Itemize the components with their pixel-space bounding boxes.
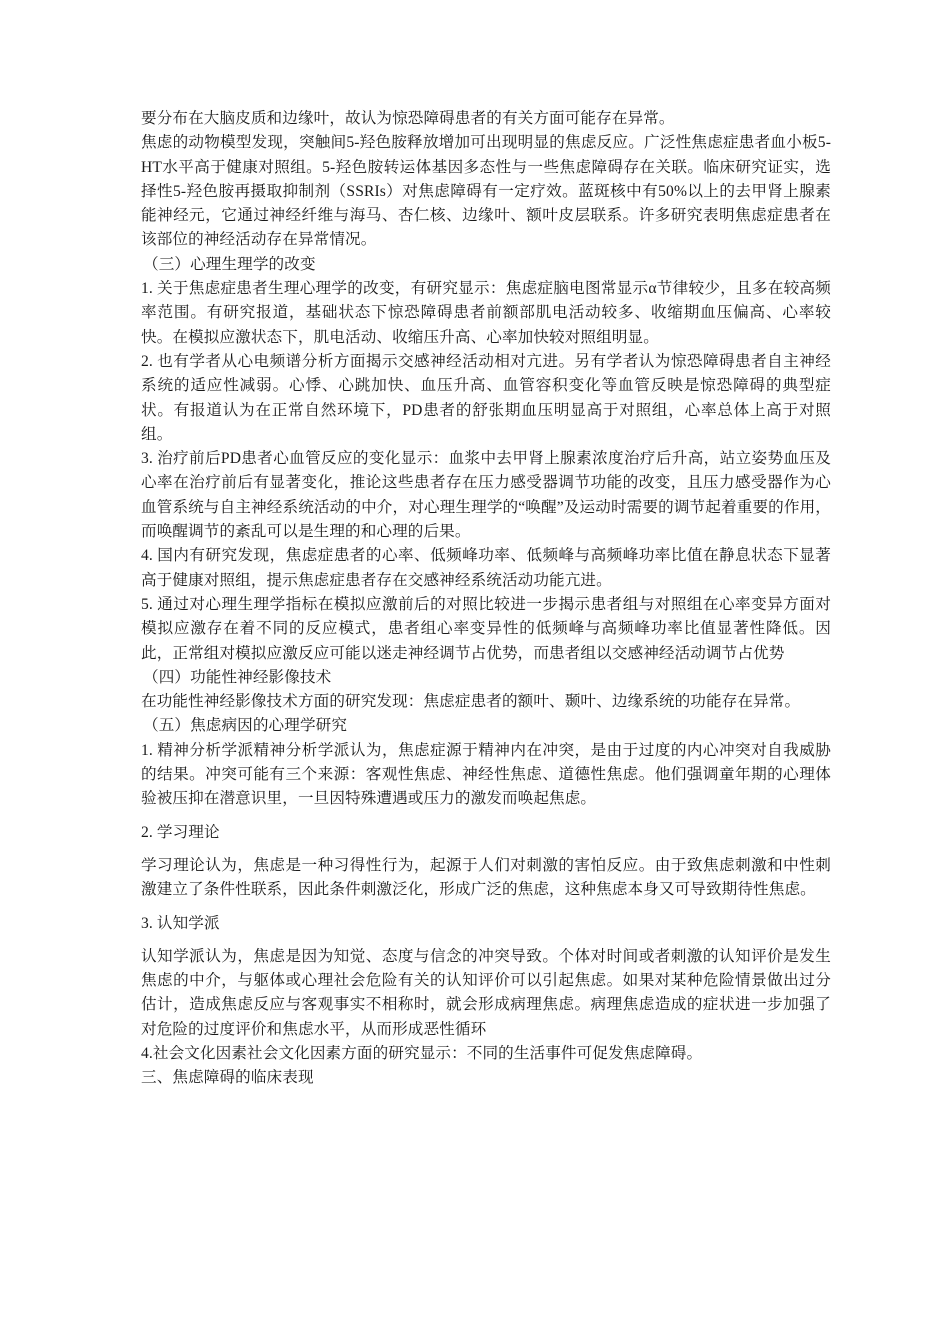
- paragraph-sociocultural: 4.社会文化因素社会文化因素方面的研究显示：不同的生活事件可促发焦虑障碍。: [141, 1044, 703, 1062]
- section-heading-clinical: 三、焦虑障碍的临床表现: [141, 1069, 314, 1087]
- paragraph-item-5: 5. 通过对心理生理学指标在模拟应激前后的对照比较进一步揭示患者组与对照组在心率变异方面对模拟应激存在着不同的反应模式，患者组心率变异性的低频峰与高频峰功率比值显著性降低。因此，正常组对模拟应激反应可能以迷走神经调节占优势，而患者组以交感神经活动调节占优势: [141, 595, 831, 662]
- paragraph-cognitive-school: 认知学派认为，焦虑是因为知觉、态度与信念的冲突导致。个体对时间或者刺激的认知评价是发生焦虑的中介，与躯体或心理社会危险有关的认知评价可以引起焦虑。如果对某种危险情景做出过分估计，造成焦虑反应与客观事实不相称时，就会形成病理焦虑。病理焦虑造成的症状进一步加强了对危险的过度评价和焦虑水平，从而形成恶性循环: [141, 947, 831, 1038]
- paragraph-item-2: 2. 也有学者从心电频谱分析方面揭示交感神经活动相对亢进。另有学者认为惊恐障碍患者自主神经系统的适应性减弱。心悸、心跳加快、血压升高、血管容积变化等血管反映是惊恐障碍的典型症状。有报道认为在正常自然环境下，PD患者的舒张期血压明显高于对照组，心率总体上高于对照组。: [141, 352, 831, 443]
- paragraph-learning-theory: 学习理论认为，焦虑是一种习得性行为，起源于人们对刺激的害怕反应。由于致焦虑刺激和中性刺激建立了条件性联系，因此条件刺激泛化，形成广泛的焦虑，这种焦虑本身又可导致期待性焦虑。: [141, 856, 831, 899]
- paragraph-psychoanalysis: 1. 精神分析学派精神分析学派认为，焦虑症源于精神内在冲突，是由于过度的内心冲突对自我威胁的结果。冲突可能有三个来源：客观性焦虑、神经性焦虑、道德性焦虑。他们强调童年期的心理体验被压抑在潜意识里，一旦因特殊遭遇或压力的激发而唤起焦虑。: [141, 741, 831, 808]
- section-heading-neuroimaging: （四）功能性神经影像技术: [143, 668, 332, 686]
- paragraph-item-1: 1. 关于焦虑症患者生理心理学的改变，有研究显示：焦虑症脑电图常显示α节律较少，且多在较高频率范围。有研究报道，基础状态下惊恐障碍患者前额部肌电活动较多、收缩期血压偏高、心率较快。在模拟应激状态下，肌电活动、收缩压升高、心率加快较对照组明显。: [141, 280, 831, 346]
- paragraph-item-3: 3. 治疗前后PD患者心血管反应的变化显示：血浆中去甲肾上腺素浓度治疗后升高，站立姿势血压及心率在治疗前后有显著变化，推论这些患者存在压力感受器调节功能的改变，且压力感受器作为心血管系统与自主神经系统活动的中介，对心理生理学的“唤醒”及运动时需要的调节起着重要的作用，而唤醒调节的紊乱可以是生理的和心理的后果。: [141, 450, 831, 541]
- paragraph-continuation: 要分布在大脑皮质和边缘叶，故认为惊恐障碍患者的有关方面可能存在异常。: [141, 110, 675, 127]
- document-page: [141, 107, 831, 1091]
- paragraph-item-4: 4. 国内有研究发现，焦虑症患者的心率、低频峰功率、低频峰与高频峰功率比值在静息状态下显著高于健康对照组，提示焦虑症患者存在交感神经系统活动功能亢进。: [141, 547, 831, 589]
- subheading-cognitive-school: 3. 认知学派: [141, 914, 220, 932]
- section-heading-psychophysiology: （三）心理生理学的改变: [143, 255, 316, 273]
- section-heading-psychology: （五）焦虑病因的心理学研究: [143, 717, 348, 735]
- subheading-learning-theory: 2. 学习理论: [141, 823, 220, 841]
- paragraph-animal-model: 焦虑的动物模型发现，突触间5-羟色胺释放增加可出现明显的焦虑反应。广泛性焦虑症患者血小板5-HT水平高于健康对照组。5-羟色胺转运体基因多态性与一些焦虑障碍存在关联。临床研究证实，选择性5-羟色胺再摄取抑制剂（SSRIs）对焦虑障碍有一定疗效。蓝斑核中有50%以上的去甲肾上腺素能神经元，它通过神经纤维与海马、杏仁核、边缘叶、额叶皮层联系。许多研究表明焦虑症患者在该部位的神经活动存在异常情况。: [141, 134, 831, 249]
- paragraph-neuroimaging: 在功能性神经影像技术方面的研究发现：焦虑症患者的额叶、颞叶、边缘系统的功能存在异常。: [141, 693, 801, 711]
